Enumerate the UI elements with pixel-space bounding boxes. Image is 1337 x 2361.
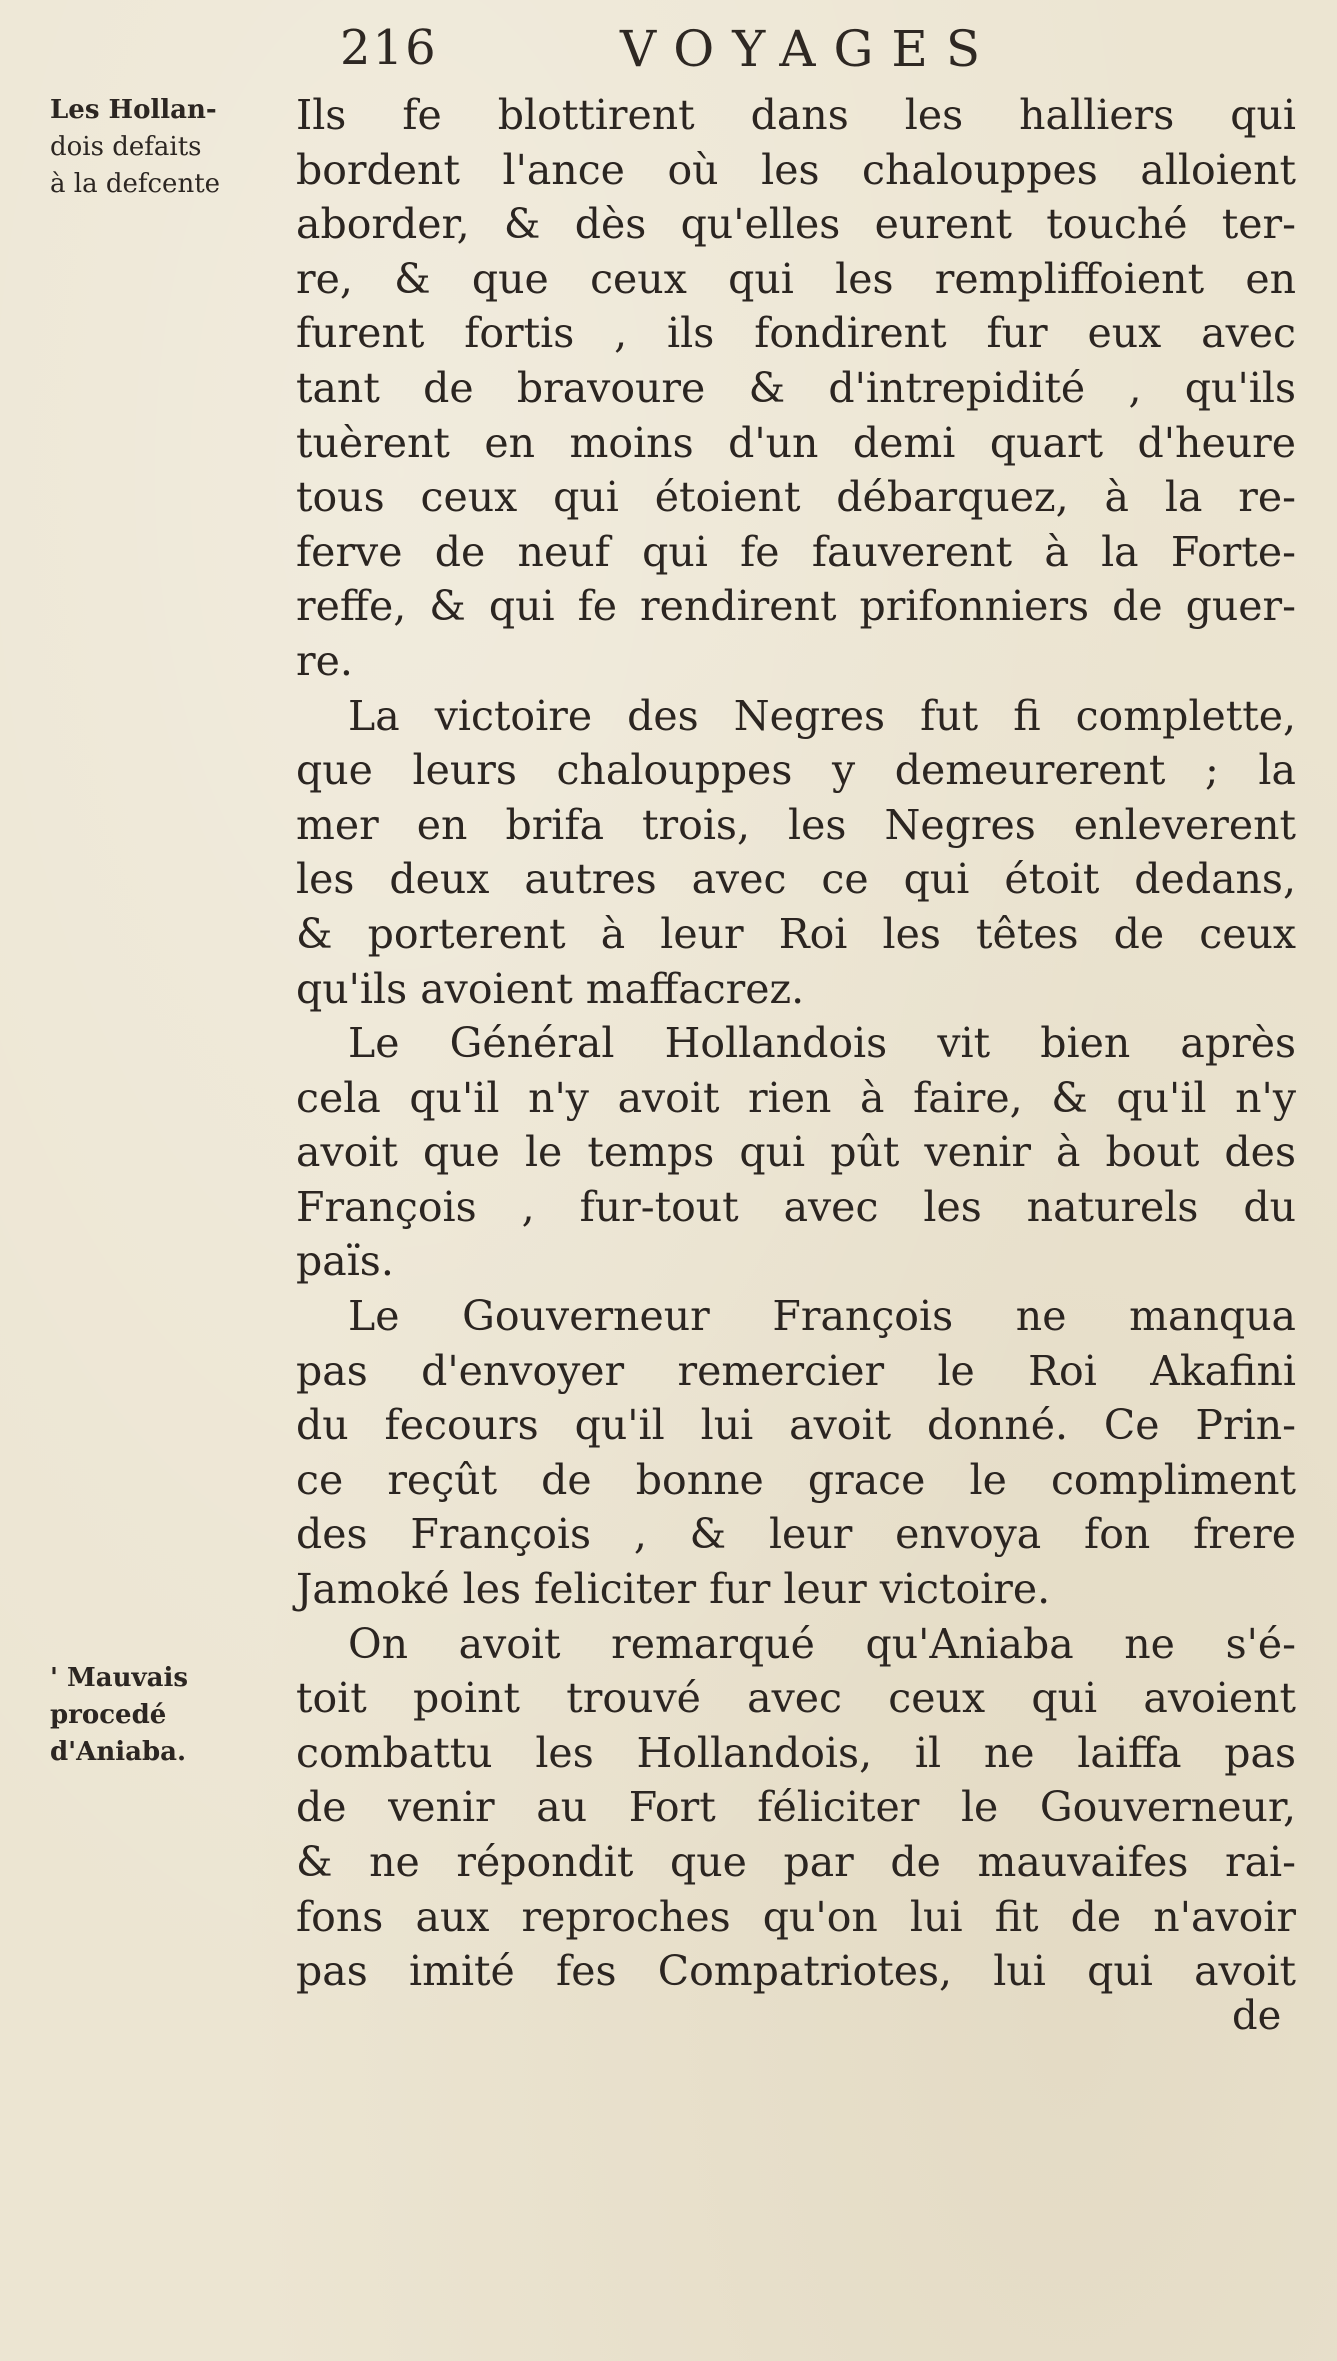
text-line: fons aux reproches qu'on lui fit de n'avoir	[296, 1892, 1296, 1941]
running-title: VOYAGES	[620, 20, 999, 78]
text-line: furent fortis , ils fondirent fur eux avec	[296, 309, 1296, 358]
margin-note-mauvais-procede	[50, 1660, 188, 1771]
body-text	[296, 88, 1296, 1999]
text-line: des François , & leur envoya fon frere	[296, 1510, 1296, 1559]
text-line: les deux autres avec ce qui étoit dedans,	[296, 855, 1296, 904]
page-number: 216	[340, 20, 438, 76]
paragraph-start-line: On avoit remarqué qu'Aniaba ne s'é-	[348, 1619, 1296, 1668]
text-line: toit point trouvé avec ceux qui avoient	[296, 1674, 1296, 1723]
margin-note-line: dois defaits	[50, 132, 202, 162]
text-line: combattu les Hollandois, il ne laiffa pas	[296, 1728, 1296, 1777]
margin-note-line: ' Mauvais	[50, 1663, 189, 1693]
text-line: pas imité fes Compatriotes, lui qui avoit	[296, 1947, 1296, 1996]
paragraph-start-line: La victoire des Negres fut fi complette,	[348, 691, 1296, 740]
text-line: pas d'envoyer remercier le Roi Akafini	[296, 1346, 1296, 1395]
text-line: aborder, & dès qu'elles eurent touché ter-	[296, 200, 1296, 249]
margin-note-line: à la defcente	[50, 169, 221, 199]
text-line: tous ceux qui étoient débarquez, à la re-	[296, 473, 1296, 522]
margin-note-line: d'Aniaba.	[50, 1737, 187, 1767]
text-line: païs.	[296, 1237, 394, 1286]
text-line: bordent l'ance où les chalouppes alloient	[296, 145, 1296, 194]
paragraph-start-line: Le Gouverneur François ne manqua	[348, 1292, 1296, 1341]
text-line: Jamoké les feliciter fur leur victoire.	[296, 1565, 1051, 1614]
text-line: que leurs chalouppes y demeurerent ; la	[296, 746, 1296, 795]
text-line: mer en brifa trois, les Negres enleverent	[296, 800, 1296, 849]
text-line: & ne répondit que par de mauvaifes rai-	[296, 1838, 1296, 1886]
text-line: re.	[296, 636, 353, 685]
text-line: cela qu'il n'y avoit rien à faire, & qu'il n'y	[296, 1073, 1296, 1122]
text-line: ce reçût de bonne grace le compliment	[296, 1455, 1296, 1504]
margin-note-hollandois-defaits	[50, 92, 220, 203]
catchword: de	[1232, 1993, 1282, 2039]
text-line: reffe, & qui fe rendirent prifonniers de guer-	[296, 582, 1296, 631]
text-line: du fecours qu'il lui avoit donné. Ce Prin-	[296, 1401, 1296, 1450]
text-line: ferve de neuf qui fe fauverent à la Forte-	[296, 527, 1296, 576]
text-line: tuèrent en moins d'un demi quart d'heure	[296, 418, 1296, 467]
text-line: avoit que le temps qui pût venir à bout des	[296, 1128, 1296, 1177]
text-line: Ils fe blottirent dans les halliers qui	[296, 91, 1296, 139]
text-line: & porterent à leur Roi les têtes de ceux	[296, 909, 1296, 958]
margin-note-line: procedé	[50, 1700, 167, 1730]
text-line: qu'ils avoient maffacrez.	[296, 964, 805, 1013]
text-line: tant de bravoure & d'intrepidité , qu'ils	[296, 363, 1296, 412]
text-line: François , fur-tout avec les naturels du	[296, 1182, 1296, 1231]
paragraph-start-line: Le Général Hollandois vit bien après	[348, 1019, 1296, 1068]
page-header	[340, 20, 1060, 90]
text-line: de venir au Fort féliciter le Gouverneur,	[296, 1783, 1296, 1832]
text-line: re, & que ceux qui les rempliffoient en	[296, 254, 1296, 303]
margin-note-line: Les Hollan-	[50, 95, 217, 125]
